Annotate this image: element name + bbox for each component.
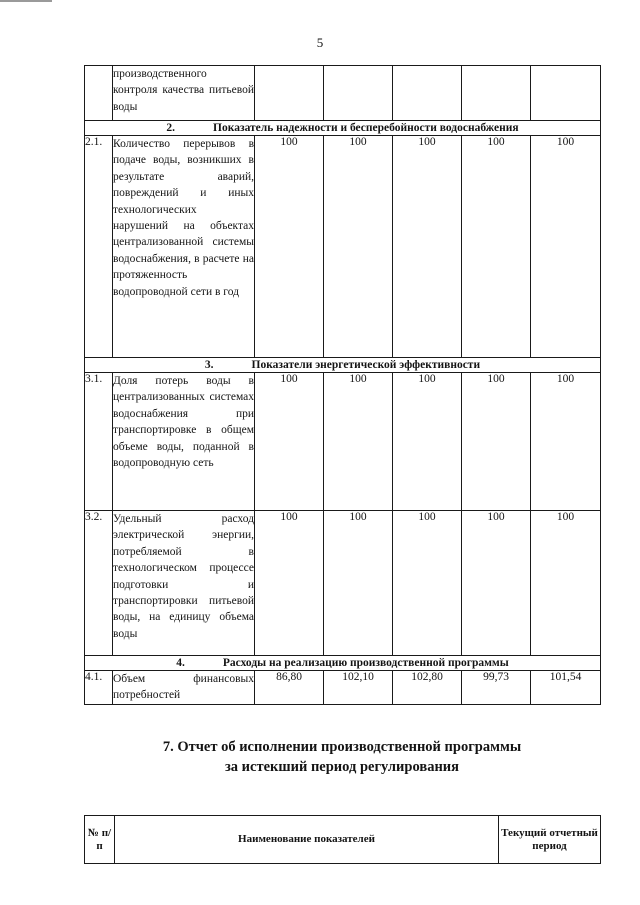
row-number: 4.1. [85, 671, 113, 705]
value-cell: 100 [462, 373, 531, 511]
indicator-name: Удельный расход электрической энергии, потребляемой в технологическом процессе подготовки и транспортировки питьевой воды, на единицу объема воды [113, 511, 255, 656]
section-row [85, 121, 601, 136]
value-cell: 100 [393, 511, 462, 656]
value-cell: 100 [531, 511, 601, 656]
value-cell [531, 66, 601, 121]
value-cell: 100 [531, 373, 601, 511]
section-title-text: Показатель надежности и бесперебойности водоснабжения [213, 122, 519, 134]
report-table-header-row [85, 816, 601, 864]
value-cell [393, 66, 462, 121]
header-col-period: Текущий отчетный период [499, 816, 601, 864]
value-cell: 102,80 [393, 671, 462, 705]
row-number: 3.1. [85, 373, 113, 511]
value-cell: 100 [324, 511, 393, 656]
value-cell: 100 [324, 373, 393, 511]
table-row [85, 373, 601, 511]
section-7-heading-line1: 7. Отчет об исполнении производственной программы [162, 739, 522, 755]
section-number: 3. [204, 359, 214, 371]
row-number [85, 66, 113, 121]
section-row [85, 358, 601, 373]
value-cell: 100 [531, 136, 601, 358]
indicator-name: Доля потерь воды в централизованных системах водоснабжения при транспортировке в общем объеме воды, поданной в водопроводную сеть [113, 373, 255, 511]
page-number: 5 [316, 35, 324, 50]
value-cell [324, 66, 393, 121]
section-number: 4. [176, 657, 185, 669]
row-number: 2.1. [85, 136, 113, 358]
value-cell: 100 [393, 373, 462, 511]
table-row [85, 511, 601, 656]
value-cell: 100 [255, 136, 324, 358]
table-row [85, 66, 601, 121]
section-title [85, 656, 601, 671]
value-cell: 99,73 [462, 671, 531, 705]
section-title-text: Расходы на реализацию производственной программы [222, 657, 509, 669]
section-title-text: Показатели энергетической эффективности [251, 359, 481, 371]
report-table-header [84, 815, 601, 864]
section-title [85, 358, 601, 373]
header-col-name: Наименование показателей [115, 816, 499, 864]
section-title [85, 121, 601, 136]
section-7-heading-line2: за истекший период регулирования [224, 759, 460, 775]
value-cell: 100 [462, 136, 531, 358]
value-cell: 86,80 [255, 671, 324, 705]
value-cell [255, 66, 324, 121]
row-number: 3.2. [85, 511, 113, 656]
value-cell: 100 [255, 511, 324, 656]
value-cell: 100 [324, 136, 393, 358]
section-row [85, 656, 601, 671]
table-row [85, 671, 601, 705]
value-cell: 100 [255, 373, 324, 511]
header-col-number: № п/п [85, 816, 115, 864]
value-cell: 100 [393, 136, 462, 358]
value-cell [462, 66, 531, 121]
indicators-table [84, 65, 601, 705]
indicator-name: производственного контроля качества питьевой воды [113, 66, 255, 121]
scan-artifact-line [0, 0, 52, 2]
indicator-name: Количество перерывов в подаче воды, возникших в результате аварий, повреждений и иных технологических нарушений на объектах централизованной системы водоснабжения, в расчете на протяженность водопроводной сети в год [113, 136, 255, 358]
table-row [85, 136, 601, 358]
value-cell: 101,54 [531, 671, 601, 705]
value-cell: 100 [462, 511, 531, 656]
indicator-name: Объем финансовых потребностей [113, 671, 255, 705]
value-cell: 102,10 [324, 671, 393, 705]
section-number: 2. [166, 122, 176, 134]
